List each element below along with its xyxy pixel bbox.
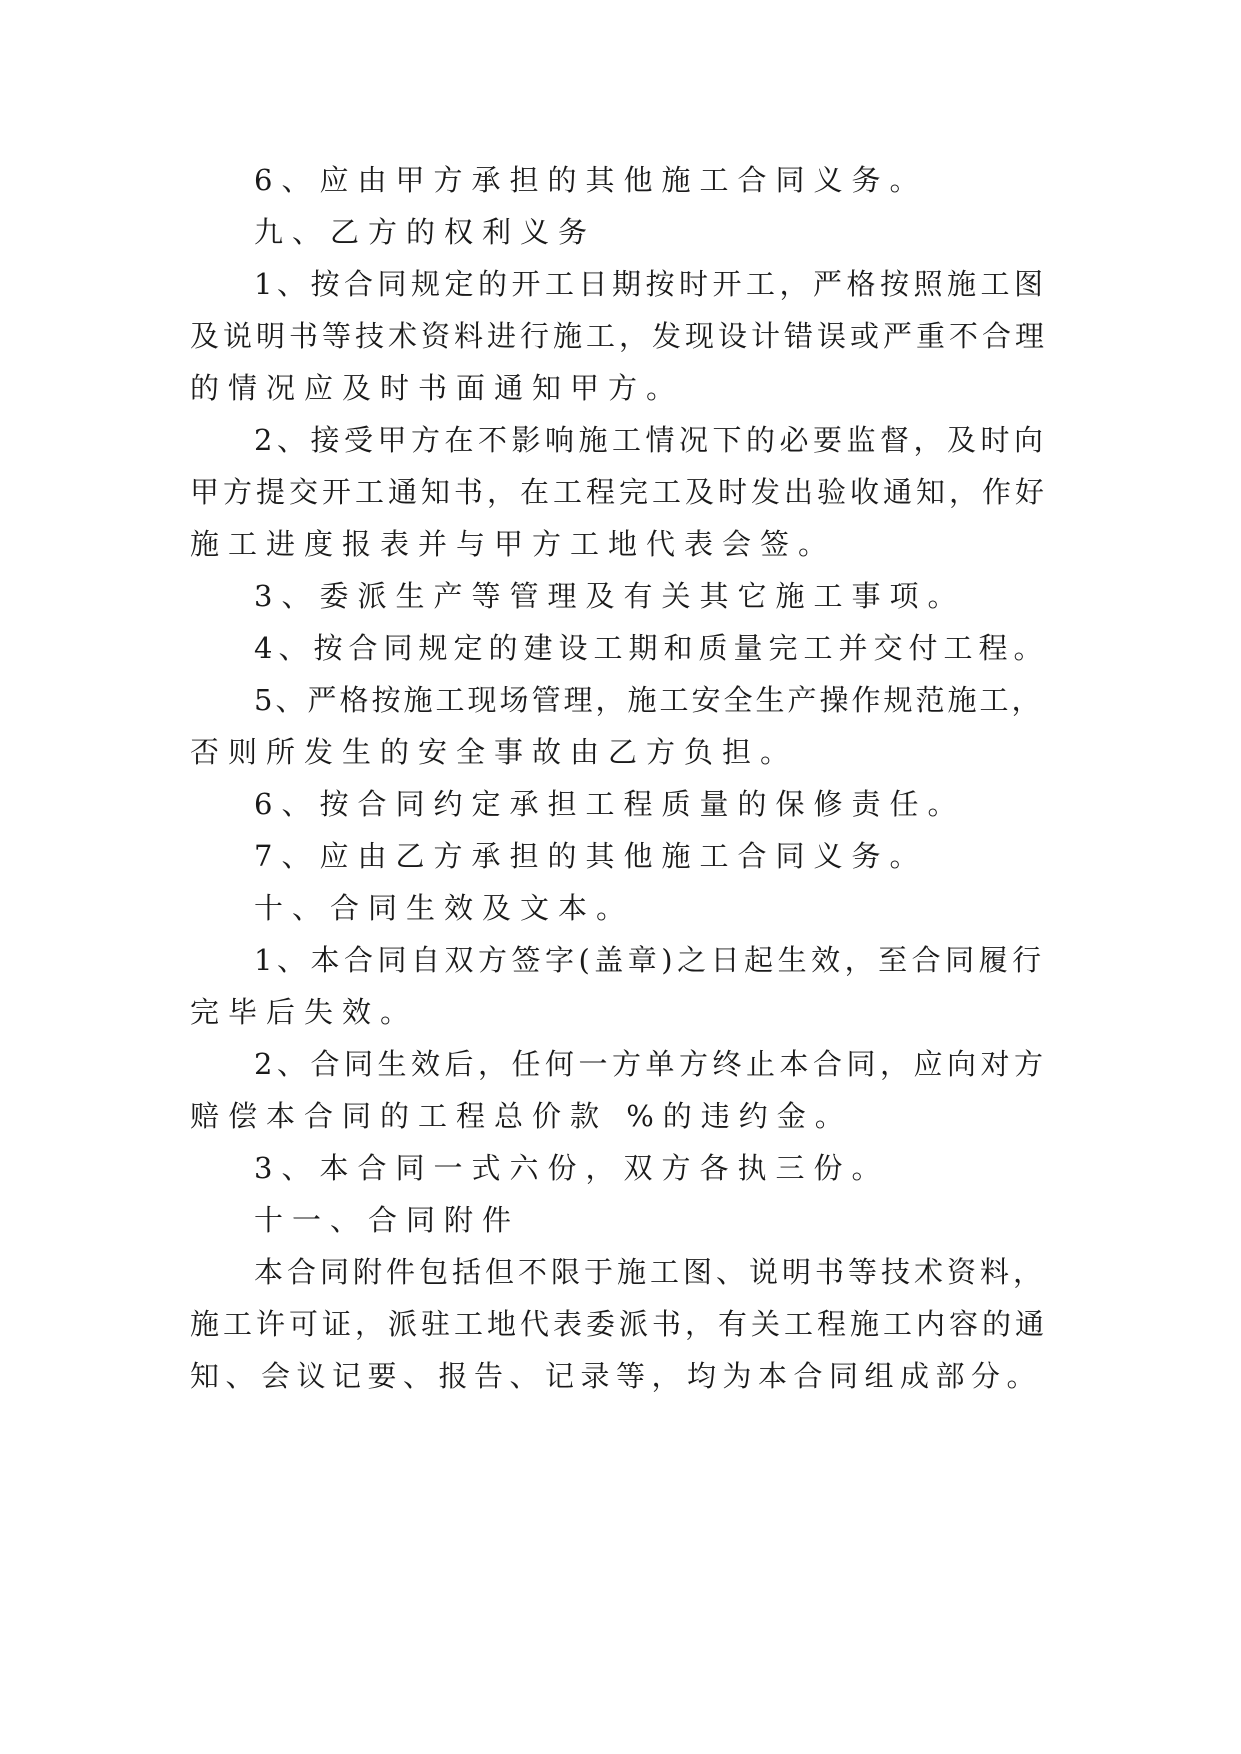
section-heading: 十一、合同附件 bbox=[254, 1203, 521, 1237]
text-line: 2、接受甲方在不影响施工情况下的必要监督，及时向 bbox=[254, 423, 1048, 457]
text-line: 知、会议记要、报告、记录等，均为本合同组成部分。 bbox=[190, 1359, 1043, 1393]
section-heading: 九、乙方的权利义务 bbox=[254, 215, 597, 249]
text-line: 2、合同生效后，任何一方单方终止本合同，应向对方 bbox=[254, 1047, 1048, 1081]
text-line: 本合同附件包括但不限于施工图、说明书等技术资料， bbox=[254, 1255, 1047, 1289]
text-line: 6、应由甲方承担的其他施工合同义务。 bbox=[254, 163, 928, 197]
text-line: 4、按合同规定的建设工期和质量完工并交付工程。 bbox=[254, 631, 1049, 665]
text-line: 赔偿本合同的工程总价款 %的违约金。 bbox=[190, 1099, 853, 1133]
text-line: 1、本合同自双方签字(盖章)之日起生效，至合同履行 bbox=[254, 943, 1046, 977]
text-line: 3、委派生产等管理及有关其它施工事项。 bbox=[254, 579, 966, 613]
text-line: 施工许可证，派驻工地代表委派书，有关工程施工内容的通 bbox=[190, 1307, 1049, 1341]
text-line: 的情况应及时书面通知甲方。 bbox=[190, 371, 685, 405]
text-line: 施工进度报表并与甲方工地代表会签。 bbox=[190, 527, 837, 561]
text-line: 及说明书等技术资料进行施工，发现设计错误或严重不合理 bbox=[190, 319, 1049, 353]
text-line: 5、严格按施工现场管理，施工安全生产操作规范施工， bbox=[254, 683, 1044, 717]
text-line: 甲方提交开工通知书，在工程完工及时发出验收通知，作好 bbox=[190, 475, 1049, 509]
text-line: 1、按合同规定的开工日期按时开工，严格按照施工图 bbox=[254, 267, 1048, 301]
text-line: 6、按合同约定承担工程质量的保修责任。 bbox=[254, 787, 966, 821]
text-line: 3、本合同一式六份，双方各执三份。 bbox=[254, 1151, 890, 1185]
section-heading: 十、合同生效及文本。 bbox=[254, 891, 635, 925]
text-line: 否则所发生的安全事故由乙方负担。 bbox=[190, 735, 799, 769]
text-line: 完毕后失效。 bbox=[190, 995, 419, 1029]
text-line: 7、应由乙方承担的其他施工合同义务。 bbox=[254, 839, 928, 873]
